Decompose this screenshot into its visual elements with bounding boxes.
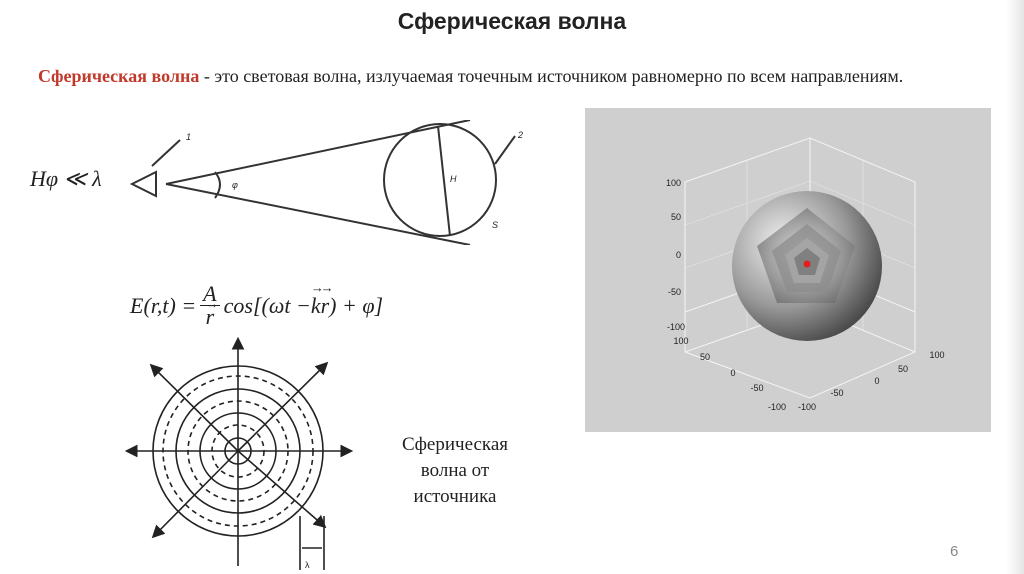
wave-label-lambda: λ — [305, 560, 310, 570]
z-tick-label: 100 — [665, 178, 681, 188]
y-tick-label: 50 — [897, 364, 909, 374]
sphere-plot — [585, 108, 991, 432]
cone-label-h: H — [450, 174, 457, 184]
x-tick-label: -50 — [750, 383, 764, 393]
equation-numerator: A — [200, 283, 219, 306]
x-tick-label: 0 — [730, 368, 736, 378]
equation-r: → r — [321, 293, 330, 319]
x-tick-label: 50 — [699, 352, 711, 362]
x-tick-label: 100 — [673, 336, 689, 346]
cone-diagram — [120, 120, 540, 245]
slide-edge — [1006, 0, 1024, 574]
equation-rhs-suffix: ) + φ] — [329, 292, 384, 318]
definition-text: - это световая волна, излучаемая точечным источником равномерно по всем направлениям. — [199, 66, 904, 86]
z-tick-label: 0 — [675, 250, 681, 260]
definition-paragraph — [38, 63, 998, 90]
y-tick-label: -100 — [797, 402, 817, 412]
equation-denominator: → r — [206, 306, 215, 328]
z-tick-label: 50 — [670, 212, 681, 222]
cone-label-1: 1 — [186, 132, 192, 142]
wavefront-diagram — [120, 336, 360, 570]
equation-lhs: E(r,t) = — [130, 292, 197, 318]
sphere-plot-panel — [585, 108, 991, 432]
x-tick-label: -100 — [767, 402, 787, 412]
equation-rhs-prefix: cos[(ωt − — [223, 292, 311, 318]
equation-k: → k — [311, 293, 321, 319]
cone-label-phi: φ — [232, 180, 238, 190]
point-source — [804, 261, 811, 268]
cone-label-2: 2 — [518, 130, 524, 140]
slide-title: Сферическая волна — [397, 8, 627, 34]
z-tick-label: -100 — [666, 322, 685, 332]
wave-equation — [130, 283, 383, 328]
condition-formula: Hφ ≪ λ — [30, 166, 102, 191]
y-tick-label: 0 — [874, 376, 880, 386]
cone-label-s: S — [492, 220, 499, 230]
y-tick-label: -50 — [830, 388, 844, 398]
equation-fraction — [200, 283, 219, 328]
figure-caption: Сферическая волна от источника — [401, 434, 509, 507]
z-tick-label: -50 — [667, 287, 681, 297]
y-tick-label: 100 — [929, 350, 945, 360]
page-number: 6 — [950, 543, 959, 560]
definition-term: Сферическая волна — [38, 66, 200, 86]
